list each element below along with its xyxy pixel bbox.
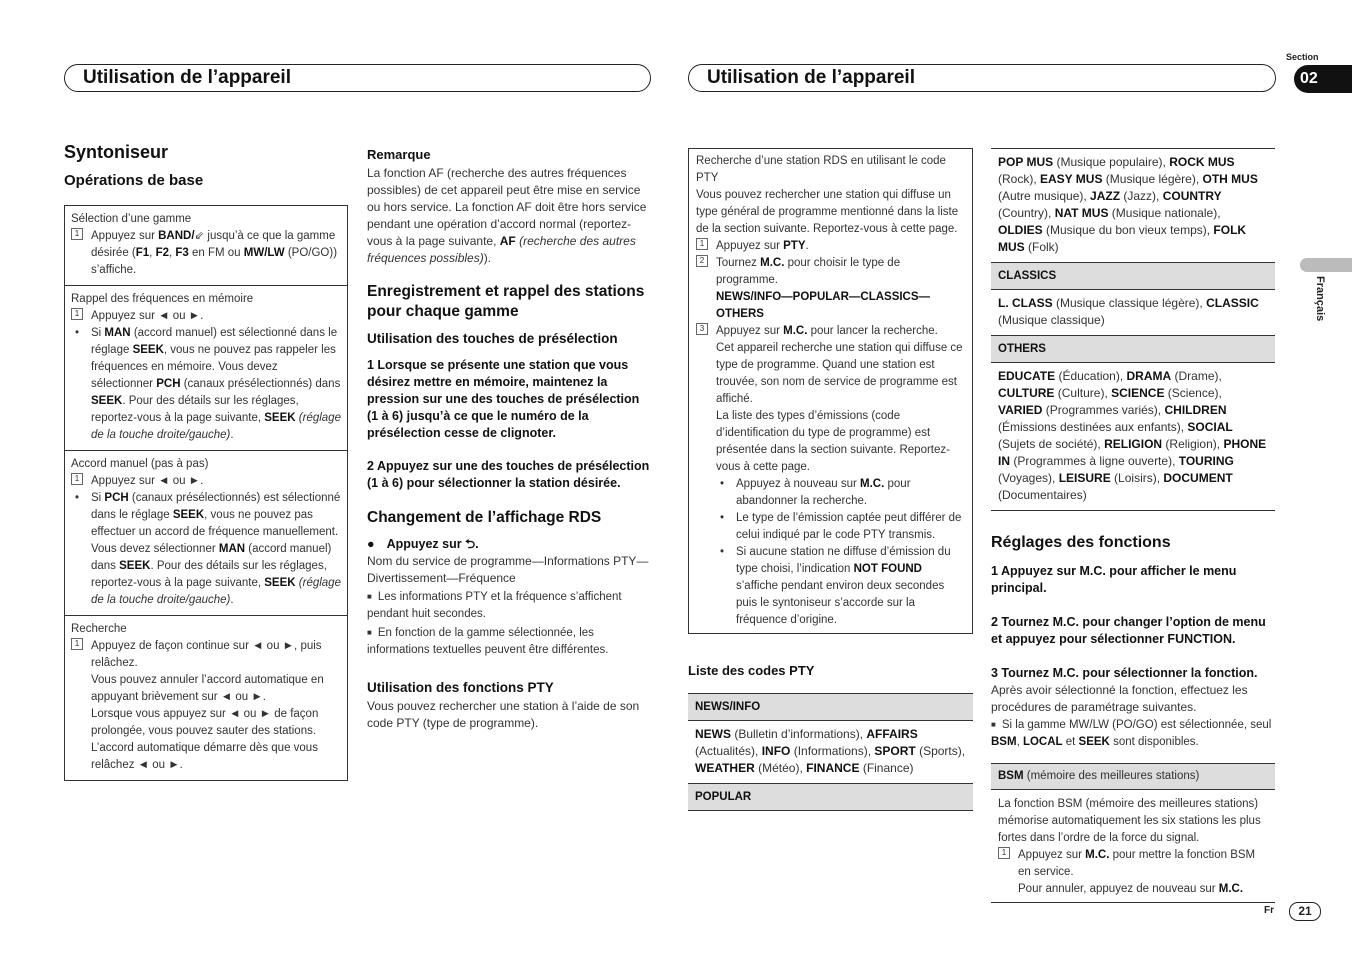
pty-code: WEATHER [695, 761, 755, 775]
column-2: Remarque La fonction AF (recherche des autres fréquences possibles) de cet appareil peut être mise en service ou hors service. La fonction AF doit être hors service pendant une opération d’accord normal (reportez-vous à la page suivante, AF (recherche des autres fréquences possibles)). Enregistrement et rappel des stations pour chaque gamme Utilisation des touches de présélection 1 Lorsque se présente une station que vous désirez mettre en mémoire, maintenez la pression sur une des touches de présélection (1 à 6) jusqu’à ce que le numéro de la présélection cesse de clignoter. 2 Appuyez sur une des touches de présélection (1 à 6) pour sélectionner la station désirée. Changement de l’affichage RDS ● Appuyez sur ⮌. Nom du service de programme—Informations PTY—Divertissement—Fréquence ■ Les informations PTY et la fréquence s’affichent pendant huit secondes. ■ En fonction de la gamme sélectionnée, les informations textuelles peuvent être différentes. Utilisation des fonctions PTY Vous pouvez rechercher une station à l’aide de son code PTY (type de programme). [367, 146, 653, 732]
pty-code: JAZZ [1090, 189, 1121, 203]
pty-list-title: Liste des codes PTY [688, 663, 815, 678]
pty-code-description: (Drame), [1171, 369, 1222, 383]
pty-code-description: (Musique classique légère), [1052, 296, 1207, 310]
pty-code-description: (Programmes à ligne ouverte), [1010, 454, 1179, 468]
page-number: 21 [1289, 902, 1321, 921]
pty-code-description: (Culture), [1054, 386, 1112, 400]
remark-title: Remarque [367, 147, 431, 162]
section-number-badge: 02 [1294, 65, 1352, 93]
left-section-header: Utilisation de l’appareil [64, 64, 651, 92]
pty-code-description: (Programmes variés), [1042, 403, 1165, 417]
language-tab [1300, 258, 1352, 272]
pty-code: NEWS [695, 727, 731, 741]
function-step-1: 1 Appuyez sur M.C. pour afficher le menu principal. [991, 564, 1237, 595]
pty-code: SPORT [874, 744, 916, 758]
column-3 [688, 148, 973, 811]
pty-code: EASY MUS [1040, 172, 1103, 186]
pty-code-description: (Musique légère), [1102, 172, 1203, 186]
pty-code-description: (Musique classique) [998, 313, 1105, 327]
pty-code: DRAMA [1126, 369, 1172, 383]
section-label: Section [1286, 52, 1319, 62]
bsm-header: BSM (mémoire des meilleures stations) [991, 763, 1275, 790]
pty-code-description: (Finance) [859, 761, 914, 775]
pty-functions-title: Utilisation des fonctions PTY [367, 680, 554, 695]
pty-code: ROCK MUS [1169, 155, 1235, 169]
bsm-content: La fonction BSM (mémoire des meilleures stations) mémorise automatiquement les six stations les plus fortes dans l’ordre de la force du signal. 1 Appuyez sur M.C. pour mettre la fonction BSM en service. Pour annuler, appuyez de nouveau sur M.C. [991, 790, 1275, 903]
pty-code: CULTURE [998, 386, 1055, 400]
pty-code: NAT MUS [1054, 206, 1109, 220]
pty-code: LEISURE [1058, 471, 1111, 485]
right-section-header: Utilisation de l’appareil [688, 64, 1276, 92]
pty-code: FOLK MUS [998, 223, 1247, 254]
basic-ops-title: Opérations de base [64, 172, 204, 189]
pty-code-description: (Émissions destinées aux enfants), [998, 420, 1188, 434]
pty-code: AFFAIRS [866, 727, 918, 741]
band-icon: ⇙ [194, 230, 205, 242]
remark-text: La fonction AF (recherche des autres fréquences possibles) de cet appareil peut être mise en service ou hors service. La fonction AF doit être hors service pendant une opération d’accord normal (reportez-vous à la page suivante, AF (recherche des autres fréquences possibles)). [367, 166, 647, 265]
back-icon: ⮌ [465, 537, 476, 551]
tuner-title: Syntoniseur [64, 142, 169, 162]
pty-code-description: (Bulletin d’informations), [731, 727, 867, 741]
pty-code: EDUCATE [998, 369, 1056, 383]
preset-keys-title: Utilisation des touches de présélection [367, 331, 618, 346]
rds-text: Nom du service de programme—Informations PTY—Divertissement—Fréquence [367, 554, 649, 585]
pty-code: CLASSIC [1206, 296, 1259, 310]
column-4: POP MUS (Musique populaire), ROCK MUS (Rock), EASY MUS (Musique légère), OTH MUS (Autre musique), JAZZ (Jazz), COUNTRY (Country), NAT MUS (Musique nationale), OLDIES (Musique du bon vieux temps), FOLK MUS (Folk) CLASSICS L. CLASS (Musique classique légère), CLASSIC (Musique classique) OTHERS EDUCATE (Éducation), DRAMA (Drame), CULTURE (Culture), SCIENCE (Science), VARIED (Programmes variés), CHILDREN (Émissions destinées aux enfants), SOCIAL (Sujets de société), RELIGION (Religion), PHONE IN (Programmes à ligne ouverte), TOURING (Voyages), LEISURE (Loisirs), DOCUMENT (Documentaires) Réglages des fonctions 1 Appuyez sur M.C. pour afficher le menu principal. 2 Tournez M.C. pour changer l’option de menu et appuyez pour sélectionner FUNCTION. 3 Tournez M.C. pour sélectionner la fonction. Après avoir sélectionné la fonction, effectuez les procédures de paramétrage suivantes. ■ Si la gamme MW/LW (PO/GO) est sélectionnée, seul BSM, LOCAL et SEEK sont disponibles. BSM (mémoire des meilleures stations) La fonction BSM (mémoire des meilleures stations) mémorise automatiquement les six stations les plus fortes dans l’ordre de la force du signal. 1 Appuyez sur M.C. pour mettre la fonction BSM en service. Pour annuler, appuyez de nouveau sur M.C. [991, 148, 1275, 903]
store-recall-title: Enregistrement et rappel des stations pour chaque gamme [367, 283, 645, 320]
pty-code: INFO [761, 744, 791, 758]
pty-code-description: (Musique du bon vieux temps), [1042, 223, 1214, 237]
preset-step-1: 1 Lorsque se présente une station que vous désirez mettre en mémoire, maintenez la pression sur une des touches de présélection (1 à 6) jusqu’à ce que le numéro de la présélection cesse de clignoter. [367, 358, 640, 440]
pty-code-description: (Religion), [1162, 437, 1224, 451]
pty-code: CHILDREN [1164, 403, 1227, 417]
pty-code-description: (Country), [998, 206, 1055, 220]
pty-search-box: Recherche d’une station RDS en utilisant le code PTY Vous pouvez rechercher une station qui diffuse un type général de programme mentionné dans la liste de la section suivante. Reportez-vous à cette page. 1 Appuyez sur PTY. 2 Tournez M.C. pour choisir le type de programme. NEWS/INFO—POPULAR—CLASSICS—OTHERS 3 Appuyez sur M.C. pour lancer la recherche. Cet appareil recherche une station qui diffuse ce type de programme. Quand une station est trouvée, son nom de service de programme est affiché. La liste des types d’émissions (code d’identification du type de programme) est présentée dans la section suivante. Reportez-vous à cette page. • Appuyez à nouveau sur M.C. pour abandonner la recherche. • Le type de l’émission captée peut différer de celui indiqué par le code PTY transmis. • Si aucune station ne diffuse d’émission du type choisi, l’indication NOT FOUND s’affiche pendant environ deux secondes puis le syntoniseur s’accorde sur la fréquence d’origine. [688, 148, 973, 634]
pty-code-description: (Science), [1164, 386, 1222, 400]
pty-code: DOCUMENT [1163, 471, 1233, 485]
rds-display-title: Changement de l’affichage RDS [367, 509, 602, 526]
news-info-header: NEWS/INFO [688, 693, 973, 721]
others-header: OTHERS [991, 335, 1275, 363]
pty-code: FINANCE [806, 761, 860, 775]
pty-code-description: (Musique populaire), [1053, 155, 1170, 169]
band-select-cell: Sélection d’une gamme 1 Appuyez sur BAND/⇙ jusqu’à ce que la gamme désirée (F1, F2, F3 en FM ou MW/LW (PO/GO)) s’affiche. [65, 206, 347, 286]
pty-code: RELIGION [1104, 437, 1163, 451]
popular-header: POPULAR [688, 783, 973, 811]
pty-code: OTH MUS [1202, 172, 1258, 186]
manual-tuning-cell: Accord manuel (pas à pas) 1 Appuyez sur ◄ ou ►. • Si PCH (canaux présélectionnés) est sélectionné dans le réglage SEEK, vous ne pouvez pas effectuer un accord de fréquence manuellement. Vous devez sélectionner MAN (accord manuel) dans SEEK. Pour des détails sur les réglages, reportez-vous à la page suivante, SEEK (réglage de la touche droite/gauche). [65, 451, 347, 616]
pty-code-description: (Folk) [1024, 240, 1059, 254]
classics-header: CLASSICS [991, 262, 1275, 290]
news-info-content [688, 721, 973, 783]
column-1 [64, 144, 348, 781]
pty-code: SOCIAL [1187, 420, 1233, 434]
language-code: Fr [1264, 905, 1274, 916]
pty-code: PHONE IN [998, 437, 1267, 468]
pty-code-description: (Informations), [790, 744, 875, 758]
others-content [991, 363, 1275, 510]
pty-code-description: (Éducation), [1055, 369, 1127, 383]
pty-code-description: (Rock), [998, 172, 1040, 186]
pty-code: OLDIES [998, 223, 1043, 237]
pty-code-description: (Sujets de société), [998, 437, 1105, 451]
preset-step-2: 2 Appuyez sur une des touches de présélection (1 à 6) pour sélectionner la station désirée. [367, 459, 650, 490]
pty-code-description: (Musique nationale), [1108, 206, 1221, 220]
pty-code: TOURING [1178, 454, 1234, 468]
pty-code-description: (Jazz), [1120, 189, 1163, 203]
pty-text: Vous pouvez rechercher une station à l’aide de son code PTY (type de programme). [367, 699, 640, 730]
memory-recall-cell: Rappel des fréquences en mémoire 1 Appuyez sur ◄ ou ►. • Si MAN (accord manuel) est sélectionné dans le réglage SEEK, vous ne pouvez pas rappeler les fréquences en mémoire. Vous devez sélectionner PCH (canaux présélectionnés) dans SEEK. Pour des détails sur les réglages, reportez-vous à la page suivante, SEEK (réglage de la touche droite/gauche). [65, 286, 347, 451]
pty-code-description: (Documentaires) [998, 488, 1087, 502]
pty-code-description: (Météo), [754, 761, 807, 775]
function-step-2: 2 Tournez M.C. pour changer l’option de menu et appuyez pour sélectionner FUNCTION. [991, 615, 1266, 646]
language-label: Français [1314, 276, 1326, 322]
pty-code-description: (Actualités), [695, 744, 762, 758]
pty-code: POP MUS [998, 155, 1054, 169]
pty-code-description: (Loisirs), [1110, 471, 1164, 485]
function-step-3: 3 Tournez M.C. pour sélectionner la fonction. [991, 666, 1258, 680]
pty-code: VARIED [998, 403, 1043, 417]
classics-content [991, 290, 1275, 335]
seek-cell: Recherche 1 Appuyez de façon continue sur ◄ ou ►, puis relâchez. Vous pouvez annuler l’accord automatique en appuyant brièvement sur ◄ ou ►. Lorsque vous appuyez sur ◄ ou ► de façon prolongée, vous pouvez sauter des stations. L’accord automatique démarre dès que vous relâchez ◄ ou ►. [71, 623, 324, 771]
popular-content [991, 149, 1275, 262]
pty-code: L. CLASS [998, 296, 1053, 310]
function-settings-title: Réglages des fonctions [991, 534, 1171, 551]
pty-code-description: (Voyages), [998, 471, 1059, 485]
pty-code: COUNTRY [1162, 189, 1222, 203]
pty-code: SCIENCE [1111, 386, 1165, 400]
pty-code-description: (Sports), [915, 744, 966, 758]
pty-code-description: (Autre musique), [998, 189, 1091, 203]
basic-ops-box [64, 205, 348, 781]
